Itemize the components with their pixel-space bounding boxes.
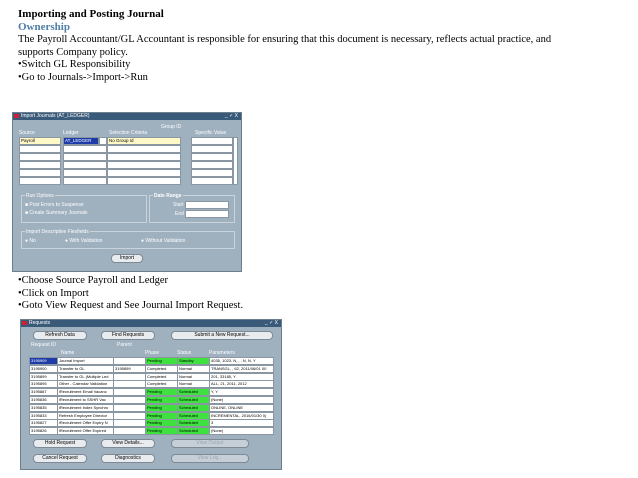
parameters-cell[interactable]: INCREMENTAL, 2016/01/30 0(	[209, 412, 274, 420]
status-cell[interactable]: Scheduled	[177, 427, 210, 435]
section-heading: Ownership	[18, 21, 70, 33]
parent-cell[interactable]	[113, 419, 146, 427]
parameters-cell[interactable]: 3	[209, 419, 274, 427]
selection-criteria-field[interactable]	[107, 137, 181, 145]
status-cell[interactable]: Scheduled	[177, 419, 210, 427]
ledger-lov-button[interactable]	[99, 137, 107, 145]
ledger-value: AT_LEDGER	[65, 138, 92, 143]
end-date-field[interactable]	[185, 210, 229, 218]
import-button[interactable]: Import	[111, 254, 143, 263]
intro-line-1: The Payroll Accountant/GL Accountant is responsible for ensuring that this document is necessary, reflects actual practice, and	[18, 34, 552, 45]
request-id-cell[interactable]: 3195895	[29, 380, 58, 388]
create-summary-checkbox[interactable]: ■ Create Summary Journals	[25, 210, 88, 216]
start-date-field[interactable]	[185, 201, 229, 209]
parameters-cell[interactable]: Y, Y	[209, 388, 274, 396]
selection-criteria-field[interactable]	[107, 169, 181, 177]
col-source-label: Source	[19, 130, 35, 136]
specific-value-field[interactable]	[191, 137, 233, 145]
request-id-cell[interactable]: 3195835	[29, 404, 58, 412]
selection-criteria-field[interactable]	[107, 153, 181, 161]
dff-without-radio[interactable]: ● Without Validation	[141, 238, 186, 244]
phase-cell[interactable]: Pending	[145, 357, 178, 365]
selection-criteria-field[interactable]	[107, 161, 181, 169]
table-row[interactable]	[29, 380, 275, 387]
phase-cell[interactable]: Pending	[145, 419, 178, 427]
intro-line-2: supports Company policy.	[18, 46, 128, 58]
phase-cell[interactable]: Completed	[145, 373, 178, 381]
request-id-cell[interactable]: 3195827	[29, 419, 58, 427]
page-title: Importing and Posting Journal	[18, 8, 164, 20]
parent-cell[interactable]	[113, 357, 146, 365]
hold-request-button[interactable]: Hold Request	[33, 439, 87, 448]
oracle-window-icon	[14, 114, 19, 118]
requests-window	[20, 319, 282, 470]
dff-label: Import Descriptive Flexfields	[26, 229, 89, 235]
col-selection-label: Selection Criteria	[109, 130, 148, 136]
ledger-field[interactable]	[63, 177, 107, 185]
parent-cell[interactable]	[113, 388, 146, 396]
ledger-field[interactable]	[63, 137, 99, 145]
grid-scrollbar[interactable]	[233, 137, 238, 185]
table-row[interactable]	[29, 357, 275, 364]
parent-cell[interactable]	[113, 380, 146, 388]
parameters-cell[interactable]: ALL, 21, 2011, 2012	[209, 380, 274, 388]
status-cell[interactable]: Scheduled	[177, 396, 210, 404]
parameters-cell[interactable]: 201, 33185, Y	[209, 373, 274, 381]
step-item: •Click on Import	[18, 287, 89, 299]
col-parameters-label: Parameters	[209, 350, 235, 356]
source-value: Payroll	[21, 138, 35, 143]
source-field[interactable]	[19, 137, 61, 145]
run-options-panel	[21, 195, 147, 223]
group-id-label: Group ID	[161, 124, 182, 130]
request-id-cell[interactable]: 3195836	[29, 396, 58, 404]
requests-table	[29, 357, 275, 435]
status-cell[interactable]: Normal	[177, 373, 210, 381]
ledger-field[interactable]	[63, 145, 107, 153]
parameters-cell[interactable]: (None)	[209, 396, 274, 404]
ledger-field[interactable]	[63, 161, 107, 169]
import-journals-window	[12, 112, 242, 272]
request-name-cell[interactable]: iRecruitment Email Vacanc	[57, 388, 114, 396]
col-name-label: Name	[61, 350, 75, 356]
import-window-title: Import Journals (AT_LEDGER)	[21, 113, 90, 119]
request-name-cell[interactable]: iRecruitment Index Synchro	[57, 404, 114, 412]
dff-no-label: No	[29, 238, 36, 244]
view-details-button[interactable]: View Details...	[101, 439, 155, 448]
request-id-cell[interactable]: 3195899	[29, 373, 58, 381]
specific-value-field[interactable]	[191, 145, 233, 153]
refresh-data-button[interactable]: Refresh Data	[33, 331, 87, 340]
post-errors-checkbox[interactable]: ■ Post Errors to Suspense	[25, 202, 84, 208]
view-log-button[interactable]: View Log...	[171, 454, 249, 463]
parent-cell[interactable]	[113, 373, 146, 381]
parameters-cell[interactable]: 4035, 1023, N, , , N, N, Y	[209, 357, 274, 365]
parent-cell[interactable]	[113, 412, 146, 420]
dff-no-radio[interactable]: ● No	[25, 238, 36, 244]
table-row[interactable]	[29, 427, 275, 434]
ledger-field[interactable]	[63, 153, 107, 161]
create-summary-label: Create Summary Journals	[29, 210, 88, 216]
cancel-request-button[interactable]: Cancel Request	[33, 454, 87, 463]
table-row[interactable]	[29, 388, 275, 395]
date-range-label: Date Range	[154, 193, 182, 199]
phase-cell[interactable]: Pending	[145, 427, 178, 435]
specific-value-field[interactable]	[191, 169, 233, 177]
col-parent-label: Parent	[117, 342, 132, 348]
window-controls[interactable]: _ ✓ X	[264, 320, 278, 326]
selection-criteria-field[interactable]	[107, 145, 181, 153]
request-name-cell[interactable]: iRecruitment to SSHR Vac	[57, 396, 114, 404]
specific-value-field[interactable]	[191, 161, 233, 169]
request-id-cell[interactable]: 3195909	[29, 357, 58, 365]
diagnostics-button[interactable]: Diagnostics	[101, 454, 155, 463]
dff-with-label: With Validation	[69, 238, 103, 244]
submit-new-request-button[interactable]: Submit a New Request...	[171, 331, 273, 340]
source-field[interactable]	[19, 161, 61, 169]
source-field[interactable]	[19, 153, 61, 161]
parent-cell[interactable]: 3195899	[113, 365, 146, 373]
request-id-cell[interactable]: 3195833	[29, 412, 58, 420]
request-name-cell[interactable]: Transfer to GL (Multiple Led	[57, 373, 114, 381]
phase-cell[interactable]: Completed	[145, 380, 178, 388]
table-row[interactable]	[29, 412, 275, 419]
phase-cell[interactable]: Completed	[145, 365, 178, 373]
table-row[interactable]	[29, 396, 275, 403]
phase-cell[interactable]: Pending	[145, 412, 178, 420]
request-name-cell[interactable]: Journal Import	[57, 357, 114, 365]
step-item: •Choose Source Payroll and Ledger	[18, 275, 169, 286]
ledger-field[interactable]	[63, 169, 107, 177]
requests-window-title: Requests	[29, 320, 51, 326]
source-field[interactable]	[19, 145, 61, 153]
request-name-cell[interactable]: iRecruitment Offer Expired	[57, 427, 114, 435]
date-range-panel	[149, 195, 235, 223]
phase-cell[interactable]: Pending	[145, 404, 178, 412]
table-row[interactable]	[29, 419, 275, 426]
col-specific-label: Specific Value	[195, 130, 227, 136]
status-cell[interactable]: Normal	[177, 380, 210, 388]
request-name-cell[interactable]: Other - Calendar Validation	[57, 380, 114, 388]
phase-cell[interactable]: Pending	[145, 396, 178, 404]
source-field[interactable]	[19, 169, 61, 177]
end-label: End	[175, 211, 184, 217]
table-row[interactable]	[29, 365, 275, 372]
selection-value: No Group Id	[109, 138, 134, 143]
request-id-cell[interactable]: 3195826	[29, 427, 58, 435]
steps-bottom	[18, 275, 243, 313]
request-id-cell[interactable]: 3195887	[29, 388, 58, 396]
parameters-cell[interactable]: (None)	[209, 427, 274, 435]
parameters-cell[interactable]: TRANSGL, , 62, 2011/06/01 00	[209, 365, 274, 373]
parameters-cell[interactable]: ONLINE, ONLINE	[209, 404, 274, 412]
status-cell[interactable]: Scheduled	[177, 404, 210, 412]
start-label: Start	[173, 202, 184, 208]
parent-cell[interactable]	[113, 404, 146, 412]
specific-value-field[interactable]	[191, 177, 233, 185]
source-field[interactable]	[19, 177, 61, 185]
status-cell[interactable]: Normal	[177, 365, 210, 373]
find-requests-button[interactable]: Find Requests	[101, 331, 155, 340]
status-cell[interactable]: Scheduled	[177, 388, 210, 396]
step-item: •Go to Journals->Import->Run	[18, 71, 148, 83]
status-cell[interactable]: Scheduled	[177, 412, 210, 420]
step-item: •Goto View Request and See Journal Import Request.	[18, 300, 244, 311]
window-controls[interactable]: _ ✓ X	[224, 113, 238, 119]
import-window-titlebar	[13, 113, 241, 120]
phase-cell[interactable]: Pending	[145, 388, 178, 396]
request-id-cell[interactable]: 3195900	[29, 365, 58, 373]
selection-criteria-field[interactable]	[107, 177, 181, 185]
col-ledger-label: Ledger	[63, 130, 79, 136]
specific-value-field[interactable]	[191, 153, 233, 161]
table-row[interactable]	[29, 404, 275, 411]
document-body	[18, 8, 618, 84]
col-request-id-label: Request ID	[31, 342, 57, 348]
request-name-cell[interactable]: iRecruitment Offer Expiry N	[57, 419, 114, 427]
parent-cell[interactable]	[113, 427, 146, 435]
col-status-label: Status	[177, 350, 192, 356]
request-name-cell[interactable]: Transfer to GL	[57, 365, 114, 373]
status-cell[interactable]: Standby	[177, 357, 210, 365]
run-options-label: Run Options	[26, 193, 54, 199]
step-item: •Switch GL Responsibility	[18, 59, 131, 70]
request-name-cell[interactable]: Refresh Employee Director	[57, 412, 114, 420]
col-phase-label: Phase	[145, 350, 160, 356]
parent-cell[interactable]	[113, 396, 146, 404]
requests-window-titlebar	[21, 320, 281, 327]
dff-with-radio[interactable]: ● With Validation	[65, 238, 103, 244]
dff-without-label: Without Validation	[145, 238, 186, 244]
view-output-button[interactable]: View Output	[171, 439, 249, 448]
post-errors-label: Post Errors to Suspense	[29, 202, 84, 208]
table-row[interactable]	[29, 373, 275, 380]
oracle-window-icon	[22, 321, 27, 325]
